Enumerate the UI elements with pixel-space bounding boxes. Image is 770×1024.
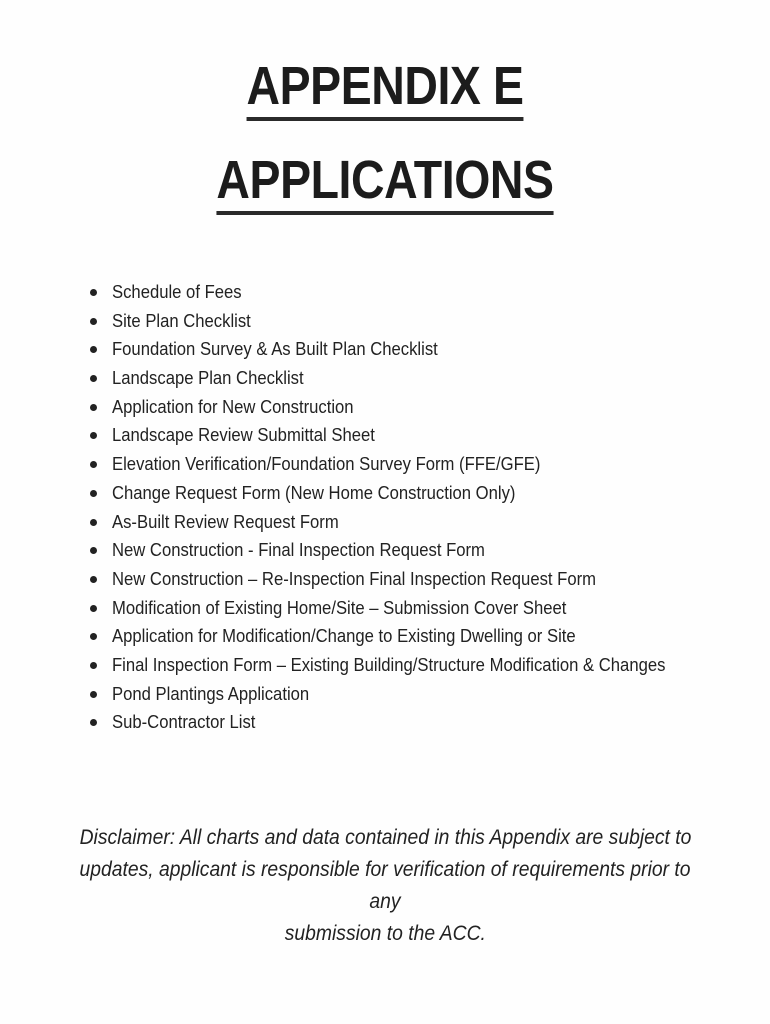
list-item <box>88 393 748 422</box>
list-item-text: Landscape Review Submittal Sheet <box>112 424 375 446</box>
list-item-text: Schedule of Fees <box>112 281 242 302</box>
list-item-text: Elevation Verification/Foundation Survey Form (FFE/GFE) <box>112 453 541 475</box>
bullet-icon <box>90 547 97 554</box>
list-item <box>88 622 748 651</box>
list-item-text: New Construction – Re-Inspection Final Inspection Request Form <box>112 567 597 589</box>
list-item <box>88 307 748 336</box>
bullet-icon <box>90 691 97 698</box>
list-item-text: Change Request Form (New Home Construction Only) <box>112 481 516 503</box>
disclaimer-line-3: submission to the ACC. <box>284 922 486 945</box>
list-item-text: Sub-Contractor List <box>112 711 256 733</box>
bullet-icon <box>90 605 97 612</box>
list-item <box>88 421 748 450</box>
list-item <box>88 594 748 623</box>
applications-title <box>54 150 716 215</box>
bullet-icon <box>90 490 97 497</box>
list-item <box>88 335 748 364</box>
list-item-text: Foundation Survey & As Built Plan Checklist <box>112 338 438 360</box>
disclaimer-line-1: Disclaimer: All charts and data contained in this Appendix are subject to <box>79 826 691 849</box>
bullet-icon <box>90 461 97 468</box>
bullet-icon <box>90 346 97 353</box>
list-item-text: Pond Plantings Application <box>112 682 310 704</box>
bullet-icon <box>90 404 97 411</box>
list-item <box>88 565 748 594</box>
list-item <box>88 508 748 537</box>
list-item <box>88 651 748 680</box>
list-item-text: Application for New Construction <box>112 395 354 417</box>
bullet-icon <box>90 576 97 583</box>
list-item <box>88 536 748 565</box>
appendix-title-text: APPENDIX E <box>246 56 523 121</box>
list-item-text: Site Plan Checklist <box>112 309 251 331</box>
bullet-icon <box>90 289 97 296</box>
list-item <box>88 450 748 479</box>
bullet-icon <box>90 633 97 640</box>
list-item-text: Modification of Existing Home/Site – Submission Cover Sheet <box>112 596 567 618</box>
bullet-icon <box>90 519 97 526</box>
list-item <box>88 479 748 508</box>
disclaimer <box>40 822 730 950</box>
list-item <box>88 680 748 709</box>
bullet-icon <box>90 375 97 382</box>
list-item-text: Final Inspection Form – Existing Building/Structure Modification & Changes <box>112 653 666 675</box>
list-item-text: Application for Modification/Change to Existing Dwelling or Site <box>112 625 576 647</box>
bullet-icon <box>90 719 97 726</box>
bullet-icon <box>90 432 97 439</box>
list-item-text: As-Built Review Request Form <box>112 510 339 532</box>
list-item <box>88 708 748 737</box>
bullet-icon <box>90 662 97 669</box>
bullet-icon <box>90 318 97 325</box>
applications-title-text: APPLICATIONS <box>216 150 553 215</box>
disclaimer-line-2: updates, applicant is responsible for verification of requirements prior to any <box>79 858 691 913</box>
applications-list <box>88 278 748 737</box>
appendix-title <box>54 56 716 121</box>
list-item-text: New Construction - Final Inspection Request Form <box>112 539 485 561</box>
list-item-text: Landscape Plan Checklist <box>112 367 304 389</box>
list-item <box>88 278 748 307</box>
list-item <box>88 364 748 393</box>
